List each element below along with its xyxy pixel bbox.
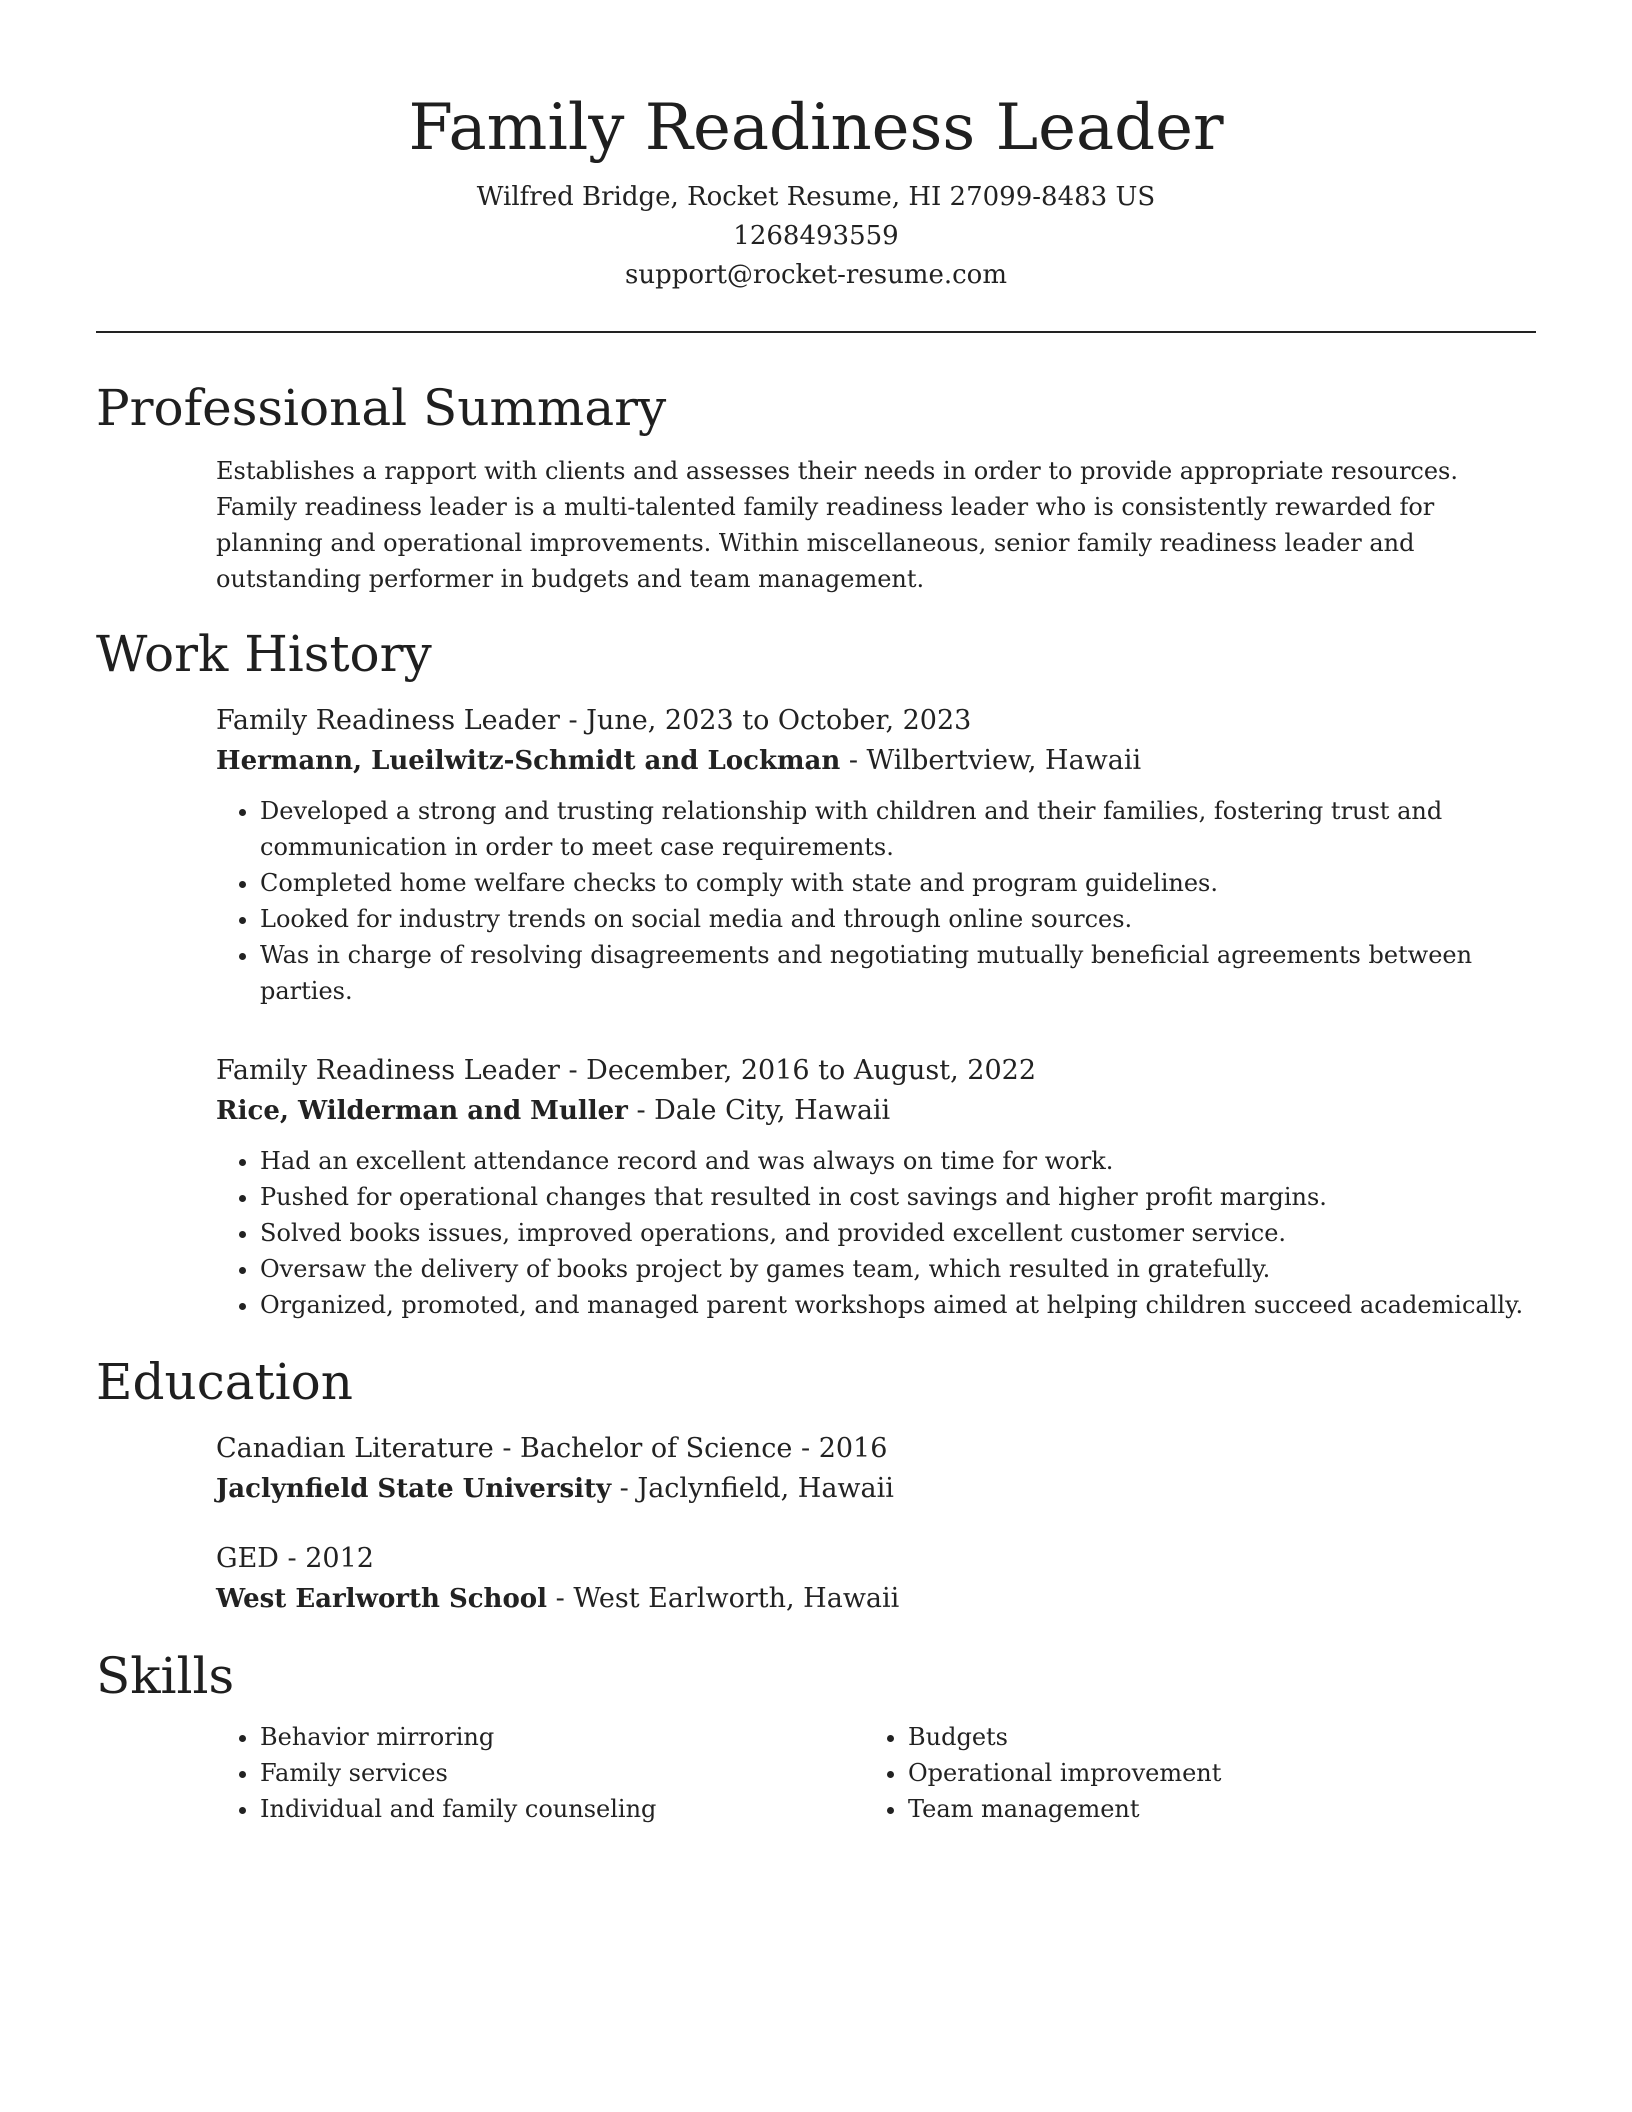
job-location: Dale City, Hawaii bbox=[654, 1095, 891, 1126]
job-title: Family Readiness Leader bbox=[216, 1055, 560, 1086]
education-location: Jaclynfield, Hawaii bbox=[637, 1473, 894, 1504]
list-item: • Organized, promoted, and managed parent workshops aimed at helping children succeed academically. bbox=[260, 1287, 1536, 1323]
work-history bbox=[216, 701, 1536, 1323]
job-bullets bbox=[216, 793, 1536, 1009]
separator: - bbox=[611, 1473, 638, 1504]
separator: - bbox=[840, 745, 867, 776]
summary-text: Establishes a rapport with clients and assesses their needs in order to provide appropriate resources. Family readiness leader is a multi-talented family readiness leader who is consistently rewarded for planning and operational improvements. Within miscellaneous, senior family readiness leader and outstanding performer in budgets and team management. bbox=[216, 457, 1458, 593]
job-dates: June, 2023 to October, 2023 bbox=[586, 705, 972, 736]
job-bullets bbox=[216, 1143, 1536, 1323]
job-employer-line bbox=[216, 1091, 1536, 1131]
skills-column-left bbox=[216, 1719, 860, 1827]
section-heading-work: Work History bbox=[96, 625, 432, 683]
list-item: • Was in charge of resolving disagreements and negotiating mutually beneficial agreements between parties. bbox=[260, 937, 1536, 1009]
skills-grid bbox=[216, 1719, 1536, 1827]
job-location: Wilbertview, Hawaii bbox=[866, 745, 1142, 776]
contact-email: support@rocket-resume.com bbox=[624, 260, 1007, 290]
job-employer: Rice, Wilderman and Muller bbox=[216, 1096, 628, 1126]
list-item: • Had an excellent attendance record and was always on time for work. bbox=[260, 1143, 1536, 1179]
separator: - bbox=[547, 1583, 574, 1614]
section-heading-skills: Skills bbox=[96, 1647, 235, 1705]
list-item: • Developed a strong and trusting relationship with children and their families, fostering trust and communication in order to meet case requirements. bbox=[260, 793, 1536, 865]
job-employer-line bbox=[216, 741, 1536, 781]
contact-address: Wilfred Bridge, Rocket Resume, HI 27099-8483 US bbox=[476, 182, 1156, 212]
education-entry bbox=[216, 1429, 1536, 1509]
contact-phone: 1268493559 bbox=[733, 221, 899, 251]
job-entry bbox=[216, 1051, 1536, 1323]
job-dates: December, 2016 to August, 2022 bbox=[586, 1055, 1036, 1086]
resume-page bbox=[96, 0, 1536, 1827]
job-title: Family Readiness Leader bbox=[216, 705, 560, 736]
separator: - bbox=[559, 1055, 587, 1086]
resume-name: Family Readiness Leader bbox=[408, 91, 1224, 165]
skill-item: • Budgets bbox=[908, 1719, 1508, 1755]
education-list bbox=[216, 1429, 1536, 1619]
education-degree: GED - 2012 bbox=[216, 1543, 374, 1574]
education-school-line bbox=[216, 1579, 1536, 1619]
separator: - bbox=[559, 705, 587, 736]
header-divider bbox=[96, 331, 1536, 333]
list-item: • Looked for industry trends on social media and through online sources. bbox=[260, 901, 1536, 937]
education-degree: Canadian Literature - Bachelor of Science - 2016 bbox=[216, 1433, 888, 1464]
skill-item: • Family services bbox=[260, 1755, 860, 1791]
list-item: • Pushed for operational changes that resulted in cost savings and higher profit margins. bbox=[260, 1179, 1536, 1215]
job-entry bbox=[216, 701, 1536, 1009]
list-item: • Solved books issues, improved operations, and provided excellent customer service. bbox=[260, 1215, 1536, 1251]
list-item: • Completed home welfare checks to comply with state and program guidelines. bbox=[260, 865, 1536, 901]
section-heading-education: Education bbox=[96, 1353, 353, 1411]
contact-block bbox=[96, 178, 1536, 295]
skills-column-right bbox=[864, 1719, 1508, 1827]
skill-item: • Operational improvement bbox=[908, 1755, 1508, 1791]
education-entry bbox=[216, 1539, 1536, 1619]
section-heading-summary: Professional Summary bbox=[96, 379, 667, 437]
education-location: West Earlworth, Hawaii bbox=[573, 1583, 900, 1614]
skill-item: • Individual and family counseling bbox=[260, 1791, 860, 1827]
job-employer: Hermann, Lueilwitz-Schmidt and Lockman bbox=[216, 746, 841, 776]
education-school: West Earlworth School bbox=[216, 1584, 548, 1614]
skill-item: • Behavior mirroring bbox=[260, 1719, 860, 1755]
job-title-line bbox=[216, 701, 1536, 741]
separator: - bbox=[627, 1095, 655, 1126]
education-school: Jaclynfield State University bbox=[216, 1474, 612, 1504]
skill-item: • Team management bbox=[908, 1791, 1508, 1827]
list-item: • Oversaw the delivery of books project by games team, which resulted in gratefully. bbox=[260, 1251, 1536, 1287]
education-school-line bbox=[216, 1469, 1536, 1509]
job-title-line bbox=[216, 1051, 1536, 1091]
